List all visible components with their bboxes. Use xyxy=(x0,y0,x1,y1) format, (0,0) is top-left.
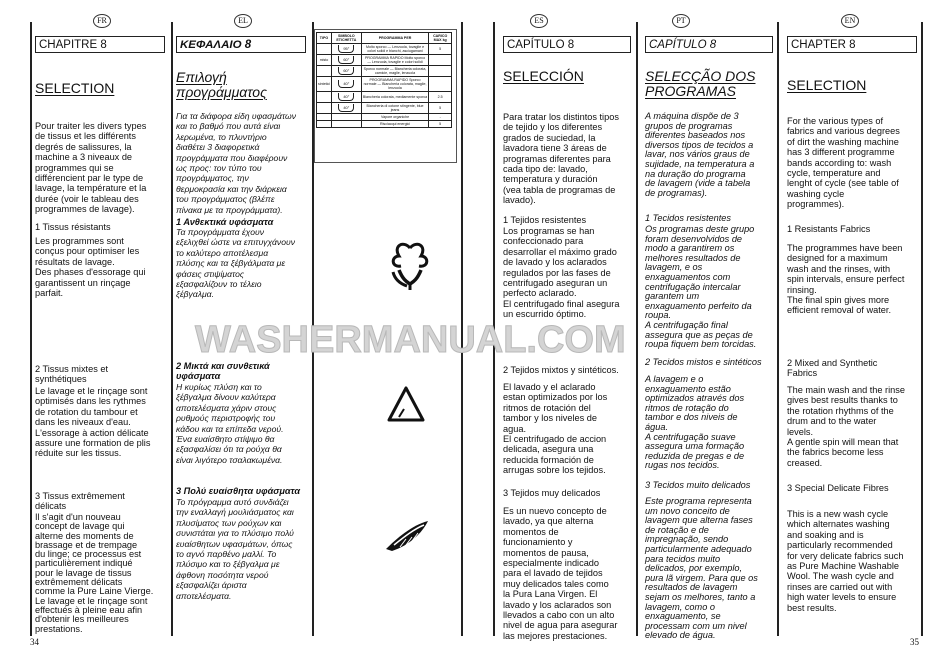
subsection-3-heading: 3 Tejidos muy delicados xyxy=(503,488,601,498)
page-number-left: 34 xyxy=(30,637,39,647)
table-cell xyxy=(317,44,332,55)
column-divider xyxy=(171,22,173,636)
language-badge: EN xyxy=(841,14,859,28)
subsection-2-heading: 2 Tejidos mixtos y sintéticos. xyxy=(503,365,619,375)
page-number-right: 35 xyxy=(910,637,919,647)
wash-tub-icon: 40° xyxy=(338,93,354,101)
subsection-1-heading: 1 Ανθεκτικά υφάσματα xyxy=(176,217,274,227)
column-french xyxy=(35,0,169,664)
table-cell xyxy=(317,92,332,103)
table-row xyxy=(317,92,452,103)
table-cell xyxy=(429,66,452,77)
table-header: PROGRAMMA PER xyxy=(361,33,429,44)
subsection-3-body: Il s'agit d'un nouveau concept de lavage qui alterne des moments de brassage et de trempage du linge; ce processus est particulièrement indiqué pour le lavage de tissus extrêmement délicats comme la Pure Laine Vierge. Le lavage et le rinçage sont effectués à pleine eau afin d'obtenir les meilleures prestations. xyxy=(35,512,154,634)
subsection-2-heading: 2 Tissus mixtes et synthétiques xyxy=(35,364,109,385)
programme-table xyxy=(316,32,452,128)
table-cell xyxy=(317,114,332,121)
table-cell: Sporco normale — Biancheria colorata, camicie, maglie, lenzuola xyxy=(361,66,429,77)
wash-tub-icon: 60° xyxy=(338,56,354,64)
subsection-2-body: The main wash and the rinse gives best results thanks to the rotation rhythms of the drum and to the water levels. A gentle spin will mean that the fabrics become less creased. xyxy=(787,385,905,468)
section-title: SELECTION xyxy=(35,80,115,96)
chapter-heading: CAPÍTULO 8 xyxy=(645,36,773,53)
subsection-3-body: Este programa representa um novo conceito de lavagem que alterna fases de rotação e de impregnação, sendo particularmente adequado para tecidos muito delicados, por exemplo, pura lã virgem. Para que os resultados de lavagem sejam os melhores, tanto a lavagem, como o enxaguamento, se processam com um nivel elevado de água. xyxy=(645,496,758,641)
table-cell: 2.5 xyxy=(429,92,452,103)
wash-tub-icon: 40° xyxy=(338,104,354,112)
language-badge: PT xyxy=(672,14,690,28)
table-cell xyxy=(317,66,332,77)
wash-tub-icon: 40° xyxy=(338,80,354,88)
synthetic-triangle-icon xyxy=(386,385,426,425)
column-divider xyxy=(777,22,779,636)
section-title: Επιλογή προγράμματος xyxy=(176,69,267,100)
subsection-1-body: Τα προγράμματα έχουν εξελιχθεί ώστε να επιτυγχάνουν το καλύτερο αποτέλεσμα πλύσης και τα ξέβγάλματα με φάσεις στιψίματος εξασφαλίζουν το τέλειο ξέβγαλμα. xyxy=(176,227,296,300)
subsection-2-body: El lavado y el aclarado estan optimizados por los ritmos de rotación del tambor y los niveles de agua. El centrifugado de accion delicada, asegura una reducida formación de arrugas sobre los tejidos. xyxy=(503,382,608,476)
table-row xyxy=(317,55,452,66)
subsection-1-heading: 1 Tecidos resistentes xyxy=(645,213,731,223)
subsection-1-heading: 1 Resistants Fabrics xyxy=(787,224,871,234)
chapter-heading: CHAPITRE 8 xyxy=(35,36,165,53)
table-cell: 5 xyxy=(429,44,452,55)
table-row xyxy=(317,114,452,121)
section-title: SELECTION xyxy=(787,77,867,93)
table-cell: 5 xyxy=(429,121,452,128)
table-cell xyxy=(429,77,452,92)
table-cell: Molto sporco — Lenzuola, tovaglie e colori solidi e bianchi, asciugamani xyxy=(361,44,429,55)
watermark: WASHERMANUAL.COM xyxy=(195,319,626,361)
subsection-3-heading: 3 Tissus extrêmement délicats xyxy=(35,491,125,512)
subsection-1-heading: 1 Tissus résistants xyxy=(35,222,111,232)
language-badge: ES xyxy=(530,14,548,28)
wool-skein-icon xyxy=(382,515,432,555)
subsection-1-heading: 1 Tejidos resistentes xyxy=(503,215,587,225)
subsection-3-heading: 3 Tecidos muito delicados xyxy=(645,480,751,490)
subsection-3-body: Es un nuevo concepto de lavado, ya que alterna momentos de funcionamiento y momentos de pausa, especialmente indicado para el lavado de tejidos muy delicados tales como la Pura Lana Virgen. El lavado y los aclarados son llevados a cabo con un alto nivel de agua para asegurar las mejores prestaciones. xyxy=(503,506,618,641)
subsection-2-body: Η κυρίως πλύση και το ξέβγαλμα δίνουν καλύτερα αποτελέσματα χάριν στους ρυθμούς περιστροφής του κάδου και τα επίπεδα νερού. Ένα ευαίσθητο στίψιμο θα εξασφαλίσει ότι τα ρούχα θα είναι λιγότερο τσαλακωμένα. xyxy=(176,382,284,465)
table-cell: Vapore organiche xyxy=(361,114,429,121)
table-header: TIPO xyxy=(317,33,332,44)
chapter-heading: CAPÍTULO 8 xyxy=(503,36,631,53)
table-header: CARICO MAX kg xyxy=(429,33,452,44)
intro-text: For the various types of fabrics and various degrees of dirt the washing machine has 3 different programme bands according to: wash cycle, temperature and lenght of cycle (see table of washing cycle programmes). xyxy=(787,116,900,210)
table-cell: Risciacqui energici xyxy=(361,121,429,128)
table-row xyxy=(317,121,452,128)
table-row xyxy=(317,66,452,77)
subsection-3-body: This is a new wash cycle which alternates washing and soaking and is particularly recommended for very delicate fabrics such as Pure Machine Washable Wool. The wash cycle and rinses are carried out with high water levels to ensure best results. xyxy=(787,509,904,613)
table-row xyxy=(317,44,452,55)
language-badge: EL xyxy=(234,14,252,28)
table-cell: PROGRAMMA RAPIDO Molto sporco — Lenzuola, tovaglie e colori solidi xyxy=(361,55,429,66)
language-badge: FR xyxy=(93,14,111,28)
section-title: SELECÇÃO DOS PROGRAMAS xyxy=(645,68,756,99)
intro-text: Pour traiter les divers types de tissus et les différents degrés de salissures, la machine a 3 niveaux de programmes qui se différencient par le type de lavage, la température et la durée (voir le tableau des programmes de lavage). xyxy=(35,121,147,215)
chapter-heading: CHAPTER 8 xyxy=(787,36,917,53)
table-cell xyxy=(317,103,332,114)
subsection-2-heading: 2 Μικτά και συνθετικά υφάσματα xyxy=(176,361,270,382)
subsection-2-body: A lavagem e o enxaguamento estão optimizados através dos ritmos de rotação do tambor e dos niveis de água. A centrifugação suave assegura uma formação reduzida de pregas e de rugas nos tecidos. xyxy=(645,374,745,471)
table-cell: PROGRAMMA RAPIDO Sporco normale — Biancheria colorata, maglie, lenzuola xyxy=(361,77,429,92)
table-header: SIMBOLO ETICHETTA xyxy=(331,33,361,44)
table-cell: - xyxy=(429,114,452,121)
wash-tub-icon: 60° xyxy=(338,67,354,75)
wash-tub-icon: 95° xyxy=(338,45,354,53)
subsection-1-body: Los programas se han confeccionado para desarrollar el máximo grado de lavado y los aclarados regulados por las fases de centrifugado aseguran un perfecto aclarado. El centrifugado final asegura un escurrido óptimo. xyxy=(503,226,620,320)
subsection-2-heading: 2 Mixed and Synthetic Fabrics xyxy=(787,358,878,379)
subsection-2-heading: 2 Tecidos mistos e sintéticos xyxy=(645,357,762,367)
cotton-flower-icon xyxy=(385,240,435,292)
table-cell: Biancheria di cotone stingente, blue jeans xyxy=(361,103,429,114)
subsection-3-heading: 3 Special Delicate Fibres xyxy=(787,483,889,493)
table-cell xyxy=(317,121,332,128)
table-row xyxy=(317,77,452,92)
subsection-3-body: Το πρόγραμμα αυτό συνδιάζει την εναλλαγή μουλιάσματος και πλυσίματος των ρούχων και συνιστάται για το πλύσιμο πολύ ευαίσθητων υφασμάτων, όπως το αγνό παρθένο μαλλί. Το πλύσιμο και το ξέβγαλμα με άφθονη ποσότητα νερού εξασφαλίζει άριστα αποτελέσματα. xyxy=(176,497,294,601)
subsection-1-body: The programmes have been designed for a maximum wash and the rinses, with spin intervals, ensure perfect rinsing. The final spin gives more efficient removal of water. xyxy=(787,243,905,316)
table-cell: Biancheria colorata, mediamente sporca xyxy=(361,92,429,103)
subsection-1-body: Les programmes sont conçus pour optimiser les résultats de lavage. Des phases d'essorage qui garantissent un rinçage parfait. xyxy=(35,236,146,299)
intro-text: A máquina dispõe de 3 grupos de programas diferentes baseados nos diversos tipos de tecidos a lavar, nos vários graus de sujidade, na temperatura a na duração do programa de lavagem (vide a tabela de programas). xyxy=(645,111,755,198)
column-english xyxy=(787,0,921,664)
column-portuguese xyxy=(645,0,777,664)
subsection-3-heading: 3 Πολύ ευαίσθητα υφάσματα xyxy=(176,486,301,496)
section-title: SELECCIÓN xyxy=(503,68,584,84)
intro-text: Για τα διάφορα είδη υφασμάτων και το βαθμό που αυτά είναι λερωμένα, το πλυντήριο διαθέτει 3 διαφορετικά προγράμματα που διαφέρουν ως προς: τον τύπο του προγράμματος, την θερμοκρασία και την διάρκεια του προγράμματος (βλέπε πίνακα με τα προγράμματα). xyxy=(176,111,296,215)
subsection-2-body: Le lavage et le rinçage sont optimisés dans les rythmes de rotation du tambour et dans les niveaux d'eau. L'essorage à action délicate assure une formation de plis réduite sur les tissus. xyxy=(35,386,151,459)
column-divider xyxy=(30,22,32,636)
chapter-heading: ΚΕΦΑΛΑΙΟ 8 xyxy=(176,36,306,53)
column-divider xyxy=(921,22,923,636)
column-divider xyxy=(636,22,638,636)
table-row xyxy=(317,103,452,114)
table-cell: sintetici xyxy=(317,77,332,92)
subsection-1-body: Os programas deste grupo foram desenvolvidos de modo a garantirem os melhores resultados de lavagem, e os enxaguamentos com centrifugação intercalar garantem um enxaguamento perfeito da roupa. A centrifugação final assegura que as peças de roupa fiquem bem torcidas. xyxy=(645,224,757,350)
intro-text: Para tratar los distintos tipos de tejido y los diferentes grados de suciedad, la lavadora tiene 3 áreas de programas diferentes para cada tipo de: lavado, temperatura y duración (vea tabla de programas de lavado). xyxy=(503,112,619,206)
table-cell: misto xyxy=(317,55,332,66)
table-cell xyxy=(429,55,452,66)
table-cell: 5 xyxy=(429,103,452,114)
